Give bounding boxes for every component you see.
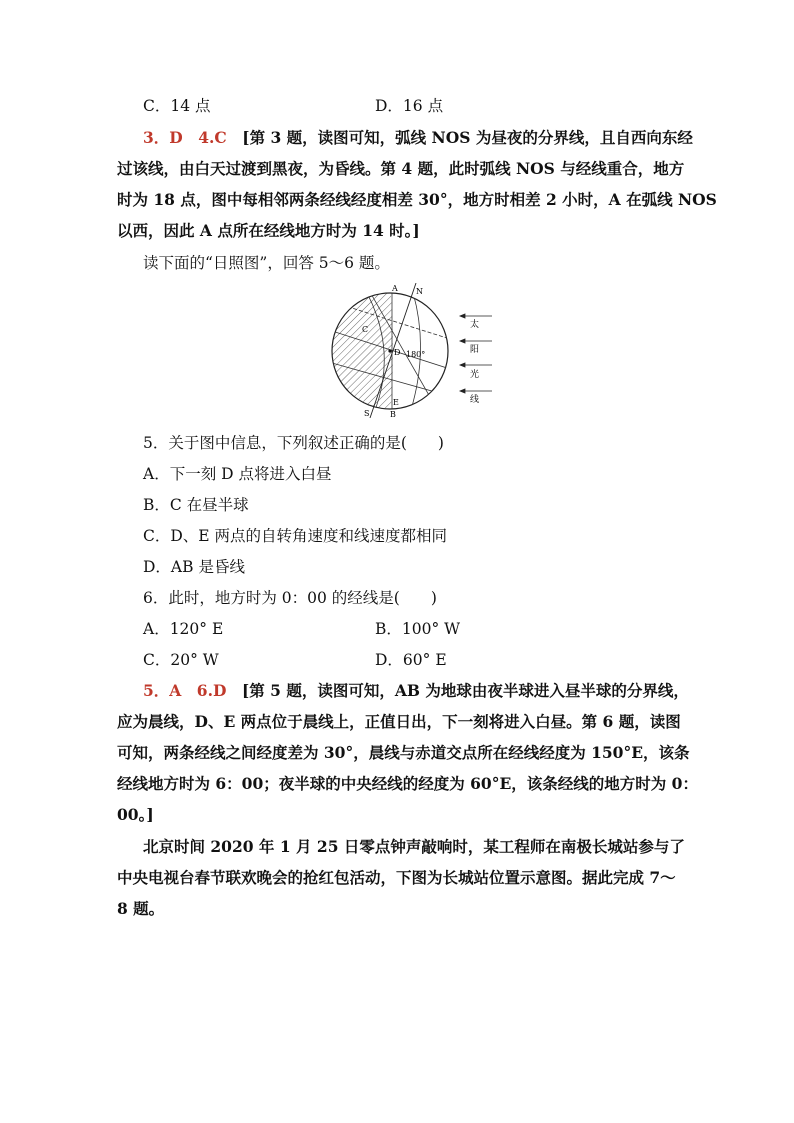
intro-5-6: 读下面的“日照图”，回答 5～6 题。 [143, 254, 390, 272]
intro-7-8-line2: 中央电视台春节联欢晚会的抢红包活动，下图为长城站位置示意图。据此完成 7～ [117, 868, 676, 887]
q4-option-c: C．14 点 [143, 97, 211, 115]
q6-option-c: C．20° W [143, 651, 219, 669]
answer-3-4-text1: [第 3 题，读图可知，弧线 NOS 为昼夜的分界线，且自西向东经 [242, 128, 693, 147]
q5-option-c: C．D、E 两点的自转角速度和线速度都相同 [143, 527, 448, 545]
label-a: A [392, 284, 398, 293]
q5-option-d: D．AB 是昏线 [143, 558, 245, 576]
answer-5-6-line4: 经线地方时为 6：00；夜半球的中央经线的经度为 60°E，该条经线的地方时为 0： [117, 774, 698, 793]
q6-option-a: A．120° E [143, 620, 224, 638]
label-s: S [364, 409, 370, 418]
answer-3-4-line4: 以西，因此 A 点所在经线地方时为 14 时。] [117, 221, 420, 240]
intro-7-8-line3: 8 题。 [117, 899, 165, 918]
q4-option-d: D．16 点 [375, 97, 444, 115]
label-n: N [416, 287, 423, 296]
sunlight-label-1: 太 [470, 320, 480, 330]
label-c: C [362, 325, 369, 334]
point-d [388, 349, 391, 352]
sunlight-label-4: 线 [470, 395, 480, 405]
q6-option-b: B．100° W [375, 620, 461, 638]
label-d: D [394, 348, 401, 357]
answer-5-6-text1: [第 5 题，读图可知，AB 为地球由夜半球进入昼半球的分界线， [241, 681, 689, 700]
intro-7-8-line1: 北京时间 2020 年 1 月 25 日零点钟声敲响时，某工程师在南极长城站参与了 [143, 837, 685, 856]
q6-option-d: D．60° E [375, 651, 447, 669]
q5-option-a: A．下一刻 D 点将进入白昼 [143, 465, 332, 483]
answer-5-6-keys: 5．A 6.D [143, 681, 242, 700]
answer-3-4-line1 [143, 128, 693, 148]
label-b: B [390, 410, 396, 418]
sunlight-label-2: 阳 [470, 345, 480, 355]
answer-3-4-keys: 3．D 4.C [143, 128, 243, 147]
answer-5-6-line1 [143, 681, 689, 701]
answer-3-4-line2: 过该线，由白天过渡到黑夜，为昏线。第 4 题，此时弧线 NOS 与经线重合，地方 [117, 159, 685, 178]
answer-3-4-line3: 时为 18 点，图中每相邻两条经线经度相差 30°，地方时相差 2 小时，A 在弧线 NOS [117, 190, 717, 209]
answer-5-6-line3: 可知，两条经线之间经度差为 30°，晨线与赤道交点所在经线经度为 150°E，该条 [117, 743, 690, 762]
answer-5-6-line5: 00。] [117, 805, 154, 824]
q5-stem: 5．关于图中信息，下列叙述正确的是( ) [143, 434, 444, 452]
q6-stem: 6．此时，地方时为 0：00 的经线是( ) [143, 589, 437, 607]
answer-5-6-line2: 应为晨线，D、E 两点位于晨线上，正值日出，下一刻将进入白昼。第 6 题，读图 [117, 712, 681, 731]
label-180: 180° [406, 350, 426, 359]
q5-option-b: B．C 在昼半球 [143, 496, 249, 514]
label-e: E [393, 398, 399, 407]
sunlight-diagram [326, 283, 496, 418]
sunlight-label-3: 光 [470, 370, 480, 380]
